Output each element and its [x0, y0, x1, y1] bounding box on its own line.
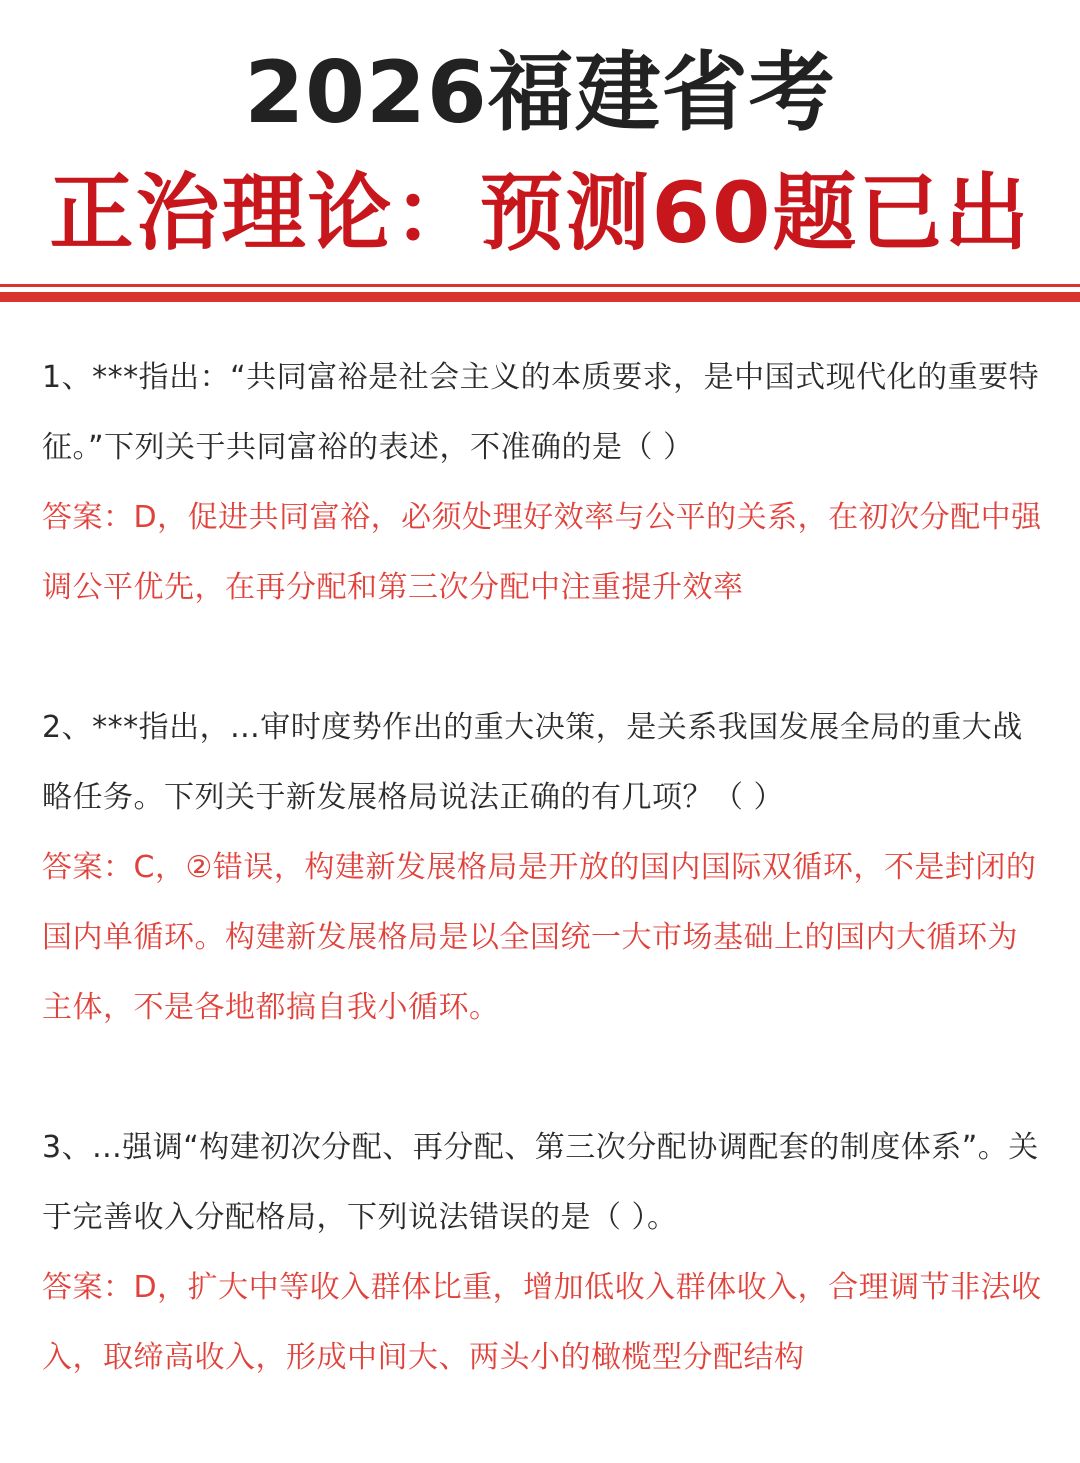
question-text: 2、***指出，...审时度势作出的重大决策，是关系我国发展全局的重大战略任务。下列关于新发展格局说法正确的有几项？（ ） [42, 710, 1023, 815]
qa-item-2 [42, 693, 1042, 1043]
page-header [0, 0, 1080, 280]
divider-thick [0, 292, 1080, 302]
qa-item-1 [42, 343, 1042, 623]
answer-text: 答案：D，促进共同富裕，必须处理好效率与公平的关系，在初次分配中强调公平优先，在再分配和第三次分配中注重提升效率 [42, 500, 1042, 605]
question-text: 1、***指出：“共同富裕是社会主义的本质要求，是中国式现代化的重要特征。”下列关于共同富裕的表述，不准确的是（ ） [42, 360, 1040, 465]
qa-item-3 [42, 1113, 1042, 1393]
question-text: 3、...强调“构建初次分配、再分配、第三次分配协调配套的制度体系”。关于完善收入分配格局，下列说法错误的是（ ）。 [42, 1130, 1039, 1235]
qa-list [42, 343, 1042, 1463]
answer-text: 答案：D，扩大中等收入群体比重，增加低收入群体收入，合理调节非法收入，取缔高收入，形成中间大、两头小的橄榄型分配结构 [42, 1270, 1042, 1375]
page-subtitle: 正治理论：预测60题已出 [49, 164, 1031, 262]
answer-text: 答案：C，②错误，构建新发展格局是开放的国内国际双循环，不是封闭的国内单循环。构建新发展格局是以全国统一大市场基础上的国内大循环为主体，不是各地都搞自我小循环。 [42, 850, 1037, 1025]
divider-thin [0, 284, 1080, 287]
page-title: 2026福建省考 [244, 43, 836, 143]
